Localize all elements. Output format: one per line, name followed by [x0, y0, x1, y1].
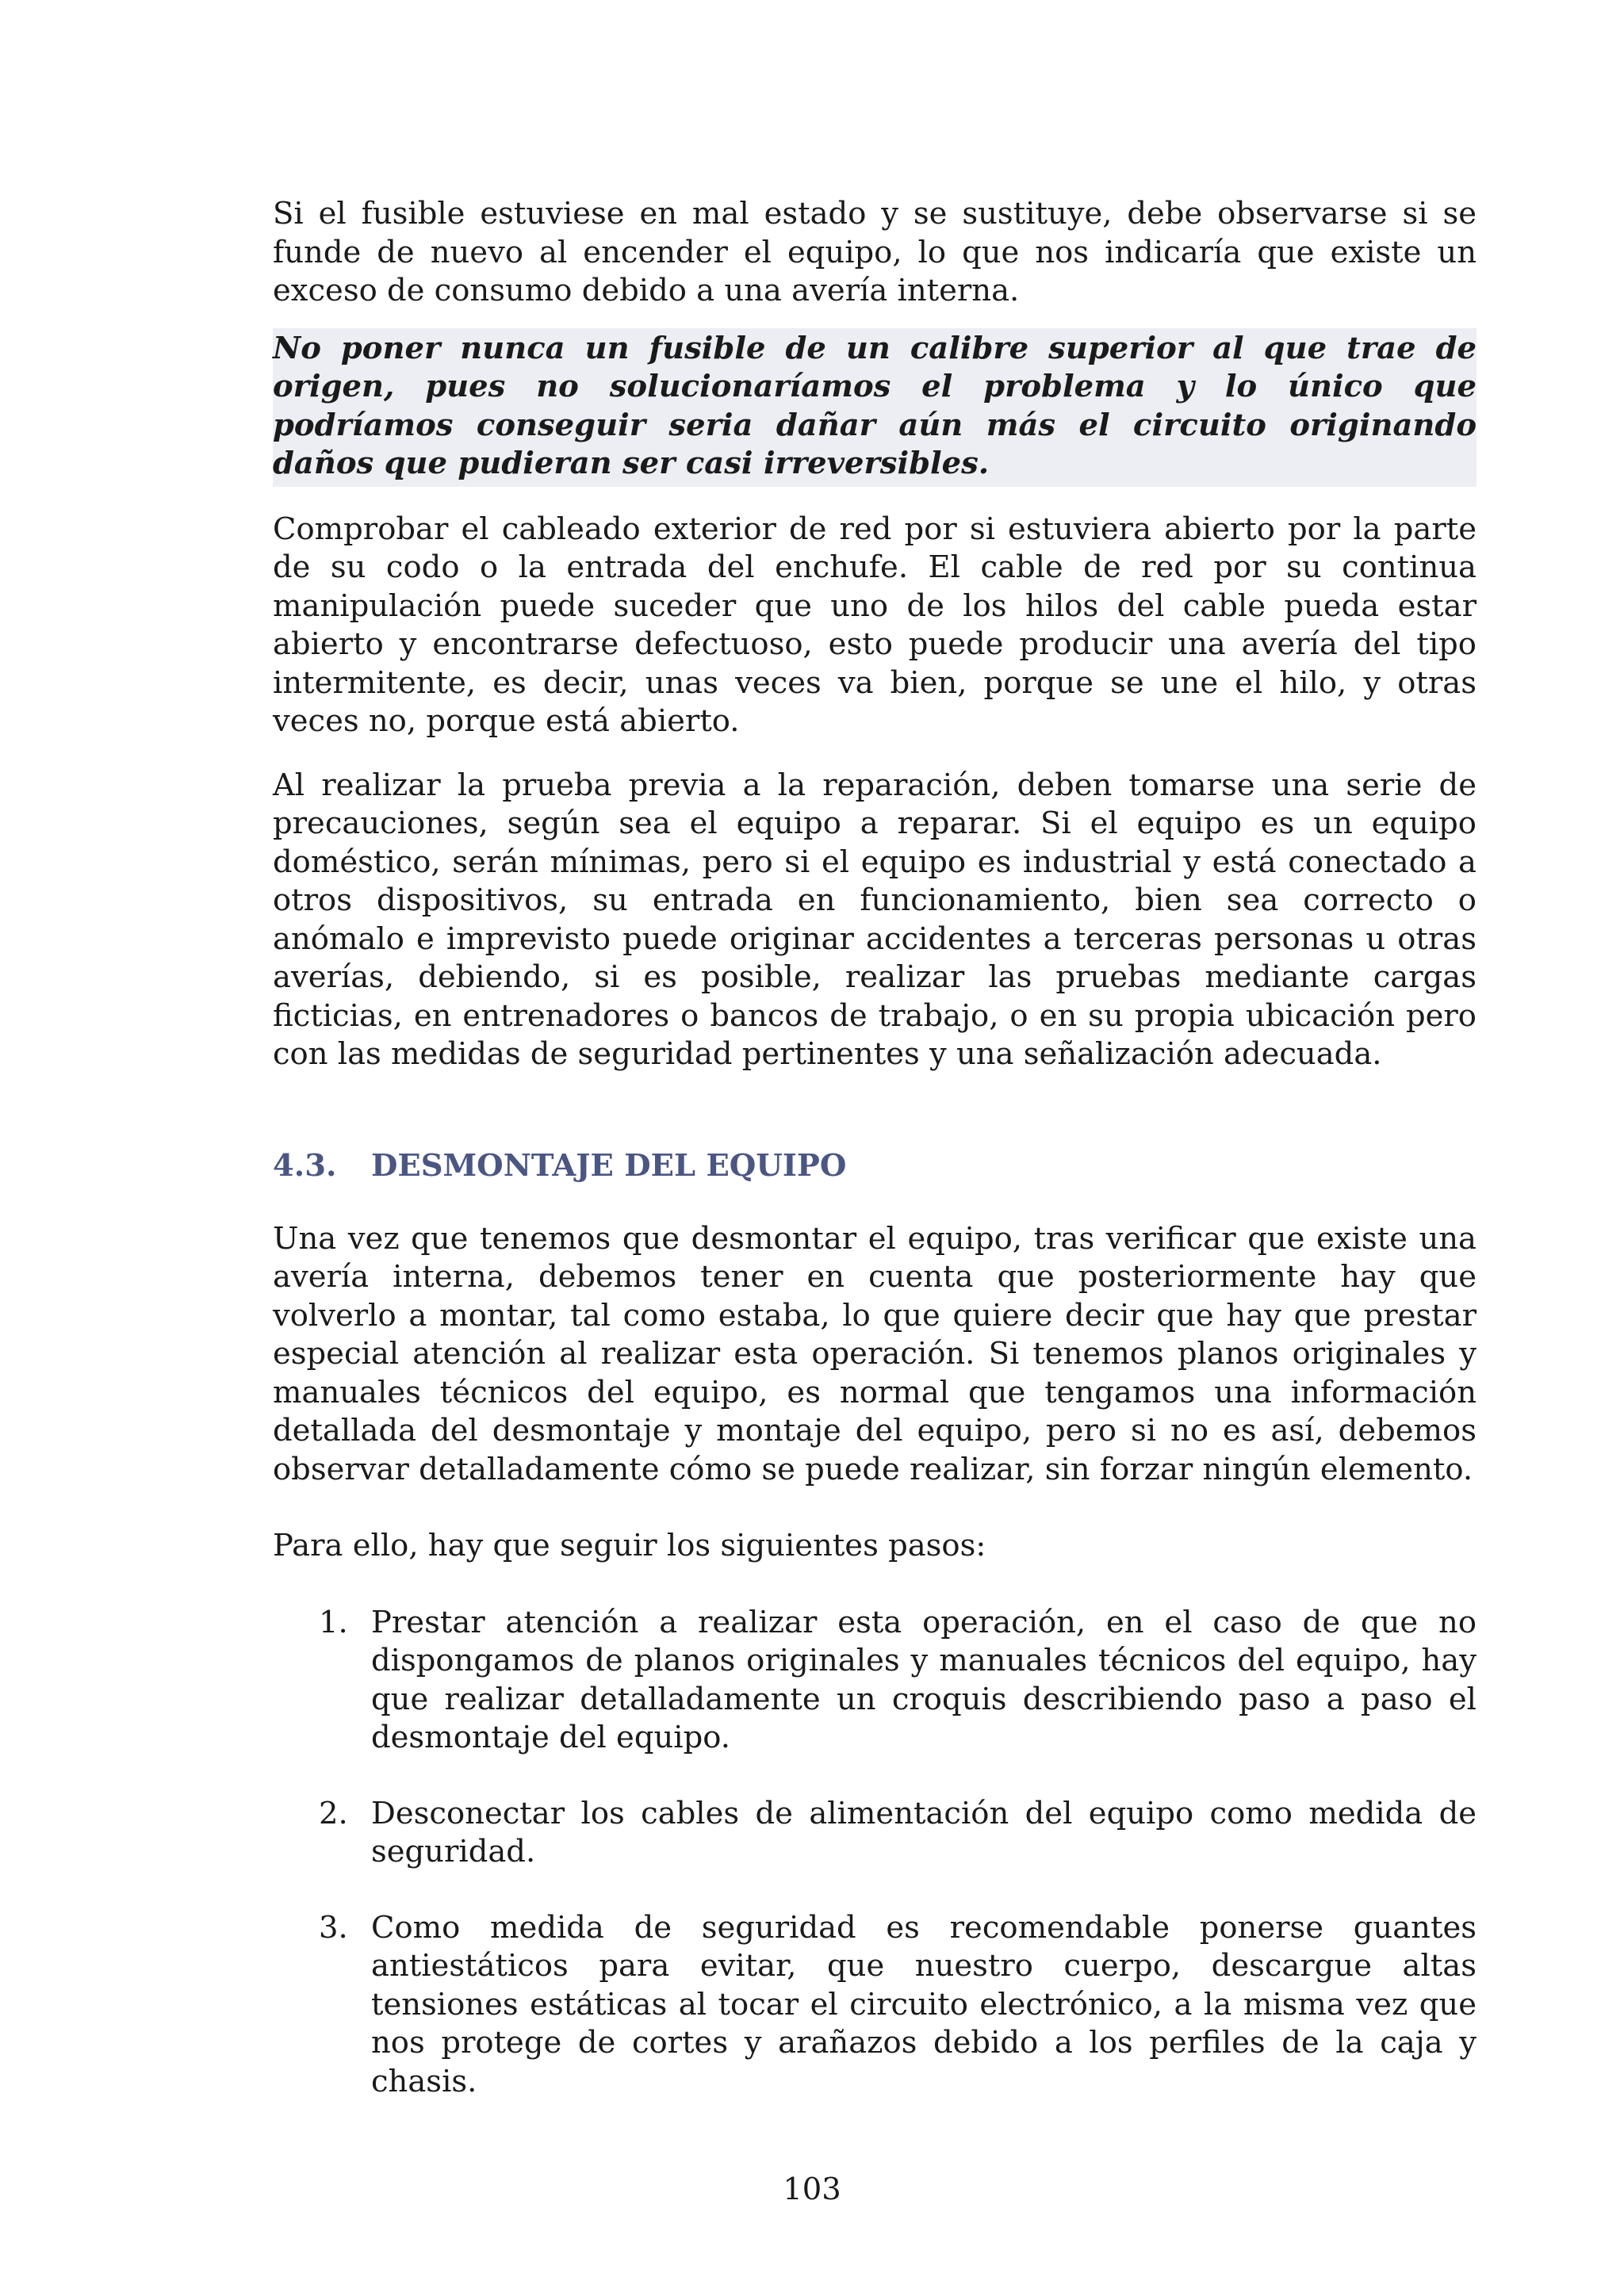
paragraph-fuse-check: Si el fusible estuviese en mal estado y se sustituye, debe observarse si se funde de nuevo al encender el equipo, lo que nos indicaría que existe un exceso de consumo debido a una avería interna. [273, 196, 1477, 308]
paragraph-steps-intro: Para ello, hay que seguir los siguientes pasos: [273, 1528, 986, 1563]
list-item [273, 1795, 1477, 1872]
section-heading [273, 1147, 1477, 1185]
list-item-number: 2. [319, 1795, 348, 1831]
section-number: 4.3. [273, 1147, 337, 1184]
steps-list [273, 1604, 1477, 2102]
page-number: 103 [783, 2172, 841, 2207]
page-body [273, 195, 1477, 2101]
list-item-number: 3. [319, 1909, 348, 1946]
list-item-text: Desconectar los cables de alimentación del equipo como medida de seguridad. [371, 1795, 1477, 1869]
list-item-text: Como medida de seguridad es recomendable ponerse guantes antiestáticos para evitar, que nuestro cuerpo, descargue altas tensiones estáticas al tocar el circuito electrónico, a la misma vez que nos protege de cortes y arañazos debido a los perfiles de la caja y chasis. [371, 1909, 1477, 2099]
paragraph-precautions: Al realizar la prueba previa a la reparación, deben tomarse una serie de precauciones, según sea el equipo a reparar. Si el equipo es un equipo doméstico, serán mínimas, pero si el equipo es industrial y está conectado a otros dispositivos, su entrada en funcionamiento, bien sea correcto o anómalo e imprevisto puede originar accidentes a terceras personas u otras averías, debiendo, si es posible, realizar las pruebas mediante cargas ficticias, en entrenadores o bancos de trabajo, o en su propia ubicación pero con las medidas de seguridad pertinentes y una señalización adecuada. [273, 767, 1477, 1072]
warning-callout: No poner nunca un fusible de un calibre superior al que trae de origen, pues no solucionaríamos el problema y lo único que podríamos conseguir seria dañar aún más el circuito originando daños que pudieran ser casi irreversibles. [273, 328, 1477, 487]
list-item [273, 1604, 1477, 1758]
list-item [273, 1909, 1477, 2102]
list-item-text: Prestar atención a realizar esta operación, en el caso de que no dispongamos de planos originales y manuales técnicos del equipo, hay que realizar detalladamente un croquis describiendo paso a paso el desmontaje del equipo. [371, 1604, 1477, 1755]
list-item-number: 1. [319, 1604, 348, 1640]
paragraph-cable-check: Comprobar el cableado exterior de red por si estuviera abierto por la parte de su codo o la entrada del enchufe. El cable de red por su continua manipulación puede suceder que uno de los hilos del cable pueda estar abierto y encontrarse defectuoso, esto puede producir una avería del tipo intermitente, es decir, unas veces va bien, porque se une el hilo, y otras veces no, porque está abierto. [273, 511, 1477, 739]
paragraph-disassembly-intro: Una vez que tenemos que desmontar el equipo, tras verificar que existe una avería interna, debemos tener en cuenta que posteriormente hay que volverlo a montar, tal como estaba, lo que quiere decir que hay que prestar especial atención al realizar esta operación. Si tenemos planos originales y manuales técnicos del equipo, es normal que tengamos una información detallada del desmontaje y montaje del equipo, pero si no es así, debemos observar detalladamente cómo se puede realizar, sin forzar ningún elemento. [273, 1220, 1477, 1487]
section-title: DESMONTAJE DEL EQUIPO [371, 1147, 847, 1184]
